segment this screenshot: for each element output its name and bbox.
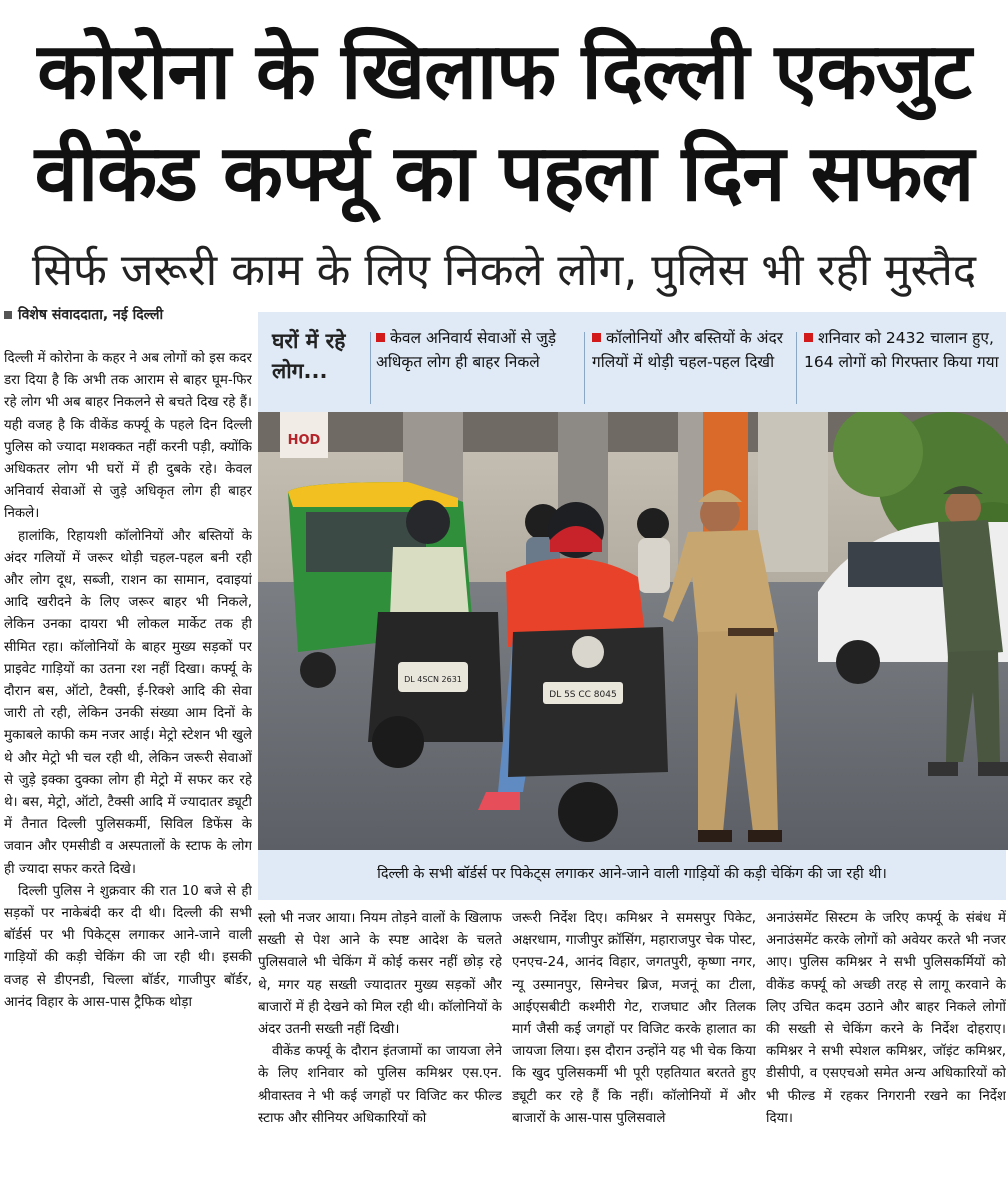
highlight-item: [592, 326, 788, 374]
highlight-text: केवल अनिवार्य सेवाओं से जुड़े अधिकृत लोग ही बाहर निकले: [376, 329, 557, 371]
red-square-bullet-icon: [804, 333, 813, 342]
article-paragraph: दिल्ली में कोरोना के कहर ने अब लोगों को इस कदर डरा दिया है कि अभी तक आराम से बाहर घूम-फिर रहे लोग भी अब बाहर निकलने से बचते दिख रहे हैं। यही वजह है कि वीकेंड कर्फ्यू के पहले दिन दिल्ली पुलिस को ज्यादा मशक्कत नहीं करनी पड़ी, क्योंकि अधिकतर लोग भी घरों में ही दुबके रहे। केवल अनिवार्य सेवाओं से जुड़े अधिकृत लोग ही बाहर निकले।: [4, 351, 252, 522]
highlight-text: कॉलोनियों और बस्तियों के अंदर गलियों में थोड़ी चहल-पहल दिखी: [592, 329, 784, 371]
deck-subheadline: सिर्फ जरूरी काम के लिए निकले लोग, पुलिस भी रही मुस्तैद: [31, 245, 977, 296]
highlight-text: शनिवार को 2432 चालान हुए, 164 लोगों को गिरफ्तार किया गया: [804, 329, 999, 371]
article-paragraph: जरूरी निर्देश दिए। कमिश्नर ने समसपुर पिकेट, अक्षरधाम, गाजीपुर क्रॉसिंग, महाराजपुर चेक पोस्ट, एनएच-24, आनंद विहार, जगतपुरी, कृष्णा नगर, न्यू उस्मानपुर, सिग्नेचर ब्रिज, मजनूं का टीला, आईएसबीटी कश्मीरी गेट, राजघाट और तिलक मार्ग जैसी कई जगहों पर विजिट करके हालात का जायजा लिया। इस दौरान उन्होंने यह भी चेक किया कि खुद पुलिसकर्मी भी पूरी एहतियात बरतते हुए ड्यूटी कर रहे हैं कि नहीं। कॉलोनियों में और बाजारों के आस-पास पुलिसवाले: [512, 911, 756, 1126]
article-paragraph: वीकेंड कर्फ्यू के दौरान इंतजामों का जायजा लेने के लिए शनिवार को पुलिस कमिश्नर एस.एन. श्रीवास्तव ने भी कई जगहों पर विजिट कर फील्ड स्टाफ और सीनियर अधिकारियों को: [258, 1044, 502, 1126]
article-column-2: [258, 908, 502, 1198]
shop-sign-text: HOD: [287, 433, 321, 448]
highlights-divider: [584, 332, 585, 404]
number-plate-text: DL 5S CC 8045: [549, 690, 617, 700]
byline: [4, 305, 254, 324]
article-column-4: [766, 908, 1006, 1198]
red-square-bullet-icon: [376, 333, 385, 342]
byline-square-icon: [4, 311, 12, 319]
article-paragraph: हालांकि, रिहायशी कॉलोनियों और बस्तियों के अंदर गलियों में जरूर थोड़ी चहल-पहल बनी रही और लोग दूध, सब्जी, राशन का सामान, दवाइयां आदि खरीदने के लिए जरूर बाहर भी निकले, लेकिन उनका दायरा भी लोकल मार्केट तक ही सीमित रहा। कॉलोनियों के बाहर मुख्य सड़कों पर प्राइवेट गाड़ियों का उतना रश नहीं दिखा। कर्फ्यू के दौरान बस, ऑटो, टैक्सी, ई-रिक्शे आदि की सेवा जारी तो रही, लेकिन उनकी संख्या आम दिनों के मुकाबले काफी कम नजर आई। मेट्रो स्टेशन भी खुले थे और मेट्रो भी चल रही थी, लेकिन जरूरी सेवाओं से जुड़े इक्का दुक्का लोग ही मेट्रो में सफर कर रहे थे। बस, मेट्रो, ऑटो, टैक्सी आदि में ज्यादातर ड्यूटी में तैनात दिल्ली पुलिसकर्मी, सिविल डिफेंस के जवान और एमसीडी व अस्पतालों के स्टाफ के लोग ही ज्यादा सफर करते दिखे।: [4, 528, 252, 877]
photo-caption: दिल्ली के सभी बॉर्डर्स पर पिकेट्स लगाकर आने-जाने वाली गाड़ियों की कड़ी चेकिंग की जा रही थी।: [258, 852, 1006, 896]
news-photo: [258, 412, 1008, 850]
highlights-divider: [370, 332, 371, 404]
police-checkpoint-photo: [258, 412, 1008, 850]
article-paragraph: दिल्ली पुलिस ने शुक्रवार की रात 10 बजे से ही सड़कों पर नाकेबंदी कर दी थी। दिल्ली की सभी बॉर्डर्स पर भी पिकेट्स लगाकर आने-जाने वाली गाड़ियों की कड़ी चेकिंग की जा रही थी। इसकी वजह से डीएनडी, चिल्ला बॉर्डर, गाजीपुर बॉर्डर, आनंद विहार के आस-पास ट्रैफिक थोड़ा: [4, 883, 252, 1010]
highlights-divider: [796, 332, 797, 404]
article-paragraph: स्लो भी नजर आया। नियम तोड़ने वालों के खिलाफ सख्ती से पेश आने के स्पष्ट आदेश के चलते पुलिसवाले भी चेकिंग में कोई कसर नहीं छोड़ रहे थे, मगर यह सख्ती ज्यादातर मुख्य सड़कों और बाजारों में ही देखने को मिल रही थी। कॉलोनियों के अंदर उतनी सख्ती नहीं दिखी।: [258, 911, 502, 1038]
article-paragraph: अनाउंसमेंट सिस्टम के जरिए कर्फ्यू के संबंध में अनाउंसमेंट करके लोगों को अवेयर करते भी नजर आए। पुलिस कमिश्नर ने सभी पुलिसकर्मियों को वीकेंड कर्फ्यू को अच्छी तरह से लागू करवाने के लिए उचित कदम उठाने और बाहर निकले लोगों की सख्ती से चेकिंग करने के निर्देश दोहराए। कमिश्नर ने सभी स्पेशल कमिश्नर, जॉइंट कमिश्नर, डीसीपी, व एसएचओ समेत अन्य अधिकारियों को भी फील्ड में रहकर निगरानी रखने का निर्देश दिया।: [766, 911, 1006, 1126]
byline-text: विशेष संवाददाता, नई दिल्ली: [18, 307, 164, 323]
headline-line-2: वीकेंड कर्फ्यू का पहला दिन सफल: [34, 129, 974, 219]
highlight-item: [376, 326, 576, 374]
red-square-bullet-icon: [592, 333, 601, 342]
highlight-item: [804, 326, 1000, 374]
article-column-1: [4, 348, 252, 1198]
headline-line-1: कोरोना के खिलाफ दिल्ली एकजुट: [37, 27, 971, 117]
article-column-3: [512, 908, 756, 1198]
highlights-heading: घरों में रहे लोग...: [272, 329, 346, 383]
number-plate-text: DL 4SCN 2631: [404, 675, 462, 684]
